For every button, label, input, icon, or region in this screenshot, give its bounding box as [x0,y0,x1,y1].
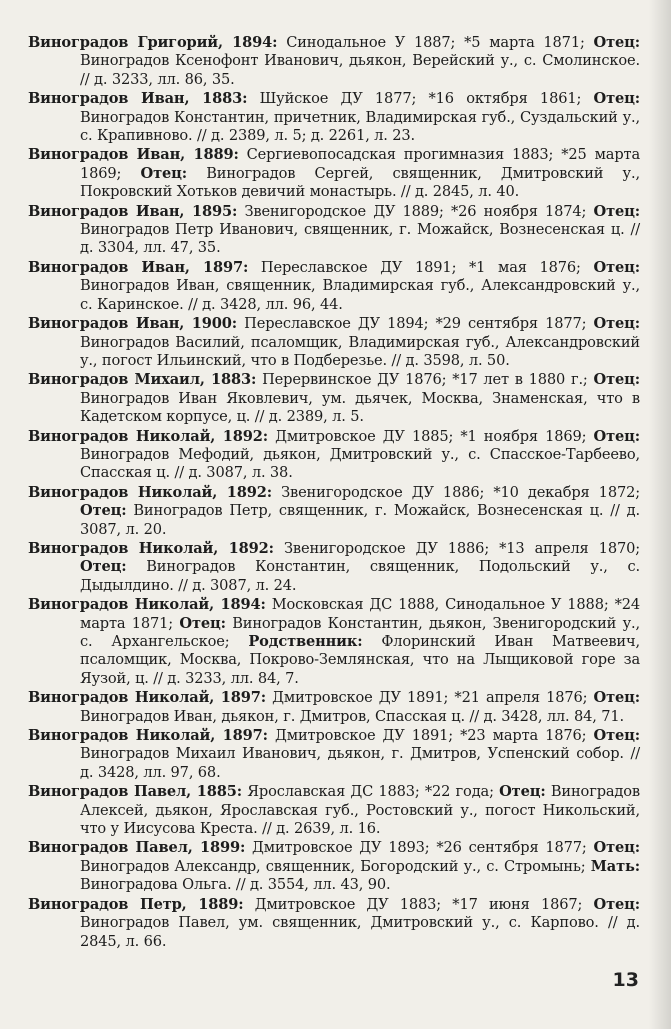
entry-school: Переславское ДУ 1891; *1 мая 1876; [260,258,581,276]
entry-father: Виноградов Иван Яковлевич, ум. дьячек, Москва, Знаменская, что в Кадетском корпусе, ц. // д. 2389, л. 5. [80,389,640,426]
entry [28,484,640,539]
entry [28,727,640,782]
entry-name: Виноградов Павел, 1885: [28,783,243,801]
entry [28,90,640,145]
entry-name: Виноградов Михаил, 1883: [28,371,257,389]
entry-school: Звенигородское ДУ 1886; *13 апреля 1870; [283,539,640,557]
entry-name: Виноградов Иван, 1895: [28,202,238,220]
entry [28,203,640,258]
entry-mother: Виноградова Ольга. // д. 3554, лл. 43, 90. [80,876,391,894]
entry-father: Виноградов Иван, дьякон, г. Дмитров, Спасская ц. // д. 3428, лл. 84, 71. [80,707,625,725]
father-label: Отец: [593,315,640,333]
entry-school: Дмитровское ДУ 1891; *21 апреля 1876; [272,689,588,707]
entry-father: Виноградов Ксенофонт Иванович, дьякон, Верейский у., с. Смолинское. // д. 3233, лл. 86, 35. [80,52,640,88]
entry-father: Виноградов Сергей, священник, Дмитровский у., Покровский Хотьков девичий монастырь. // д. 2845, л. 40. [80,164,640,201]
father-label: Отец: [593,839,640,857]
entry-school: Перервинское ДУ 1876; *17 лет в 1880 г.; [262,371,588,389]
entry [28,146,640,201]
father-label: Отец: [593,90,640,108]
index-page [28,34,640,952]
entry-school: Дмитровское ДУ 1883; *17 июня 1867; [254,895,583,913]
entry-name: Виноградов Николай, 1897: [28,689,267,707]
father-label: Отец: [593,34,641,51]
entry-school: Звенигородское ДУ 1889; *26 ноября 1874; [244,202,587,220]
entry-relative: Флоринский Иван Матвеевич, псаломщик, Москва, Покрово-Землянская, что на Лыщиковой горе за Яузой, ц. // д. 3233, лл. 84, 7. [80,633,640,687]
father-label: Отец: [593,427,640,445]
entry [28,783,640,838]
entry [28,839,640,894]
father-label: Отец: [593,202,640,220]
entry-father: Виноградов Василий, псаломщик, Владимирская губ., Александровский у., погост Ильинский, что в Подберезье. // д. 3598, л. 50. [80,333,640,369]
entry-school: Дмитровское ДУ 1893; *26 сентября 1877; [252,839,587,857]
father-label: Отец: [499,783,546,801]
entry-school: Шуйское ДУ 1877; *16 октября 1861; [259,90,582,108]
entry-father: Виноградов Иван, священник, Владимирская губ., Александровский у., с. Каринское. // д. 3428, лл. 96, 44. [80,277,640,313]
entry [28,428,640,483]
father-label: Отец: [593,689,640,707]
relative-label: Родственник: [248,633,363,650]
father-label: Отец: [80,558,127,576]
entry-father: Виноградов Петр Иванович, священник, г. Можайск, Вознесенская ц. // д. 3304, лл. 47, 35. [80,221,640,257]
page-number: 13 [612,969,639,991]
entry-school: Ярославская ДС 1883; *22 года; [247,783,494,801]
entry-name: Виноградов Николай, 1892: [28,483,272,501]
entry-name: Виноградов Петр, 1889: [28,895,244,913]
father-label: Отец: [593,258,640,276]
entry-name: Виноградов Иван, 1883: [28,90,248,108]
entry-name: Виноградов Иван, 1897: [28,258,249,276]
entry-father: Виноградов Павел, ум. священник, Дмитровский у., с. Карпово. // д. 2845, л. 66. [80,914,640,950]
entry-name: Виноградов Николай, 1892: [28,539,274,557]
entry [28,689,640,726]
father-label: Отец: [80,502,127,520]
father-label: Отец: [179,614,226,632]
entry-father: Виноградов Петр, священник, г. Можайск, Вознесенская ц. // д. 3087, л. 20. [80,502,640,538]
entry-name: Виноградов Павел, 1899: [28,839,246,857]
entry-father: Виноградов Михаил Иванович, дьякон, г. Дмитров, Успенский собор. // д. 3428, лл. 97, 68. [80,745,640,781]
entry-father: Виноградов Алексей, дьякон, Ярославская губ., Ростовский у., погост Никольский, что у Иисусова Креста. // д. 2639, л. 16. [80,783,640,838]
entry [28,315,640,370]
entry-name: Виноградов Иван, 1900: [28,315,238,333]
mother-label: Мать: [590,857,640,875]
entry-father: Виноградов Константин, священник, Подольский у., с. Дыдылдино. // д. 3087, л. 24. [80,558,640,594]
entry-name: Виноградов Иван, 1889: [28,146,239,164]
entry-school: Сергиевопосадская прогимназия 1883; *25 марта 1869; [80,146,640,182]
entry-name: Виноградов Николай, 1894: [28,596,266,614]
entry-father: Виноградов Константин, дьякон, Звенигородский у., с. Архангельское; [80,614,640,650]
father-label: Отец: [593,895,640,913]
entry [28,371,640,426]
entry-father: Виноградов Александр, священник, Богородский у., с. Стромынь; [80,857,586,875]
entry-school: Дмитровское ДУ 1885; *1 ноября 1869; [275,427,587,445]
entry [28,540,640,595]
entry-name: Виноградов Григорий, 1894: [28,34,278,51]
entry [28,259,640,314]
entry-school: Звенигородское ДУ 1886; *10 декабря 1872; [281,483,640,501]
page-edge-shadow [649,0,671,1029]
father-label: Отец: [593,371,640,389]
entry [28,596,640,688]
entry-name: Виноградов Николай, 1897: [28,727,268,745]
entry-school: Переславское ДУ 1894; *29 сентября 1877; [244,315,587,333]
entry-name: Виноградов Николай, 1892: [28,427,269,445]
entry [28,34,640,89]
entry-father: Виноградов Мефодий, дьякон, Дмитровский у., с. Спасское-Тарбеево, Спасская ц. // д. 3087, л. 38. [80,445,640,482]
father-label: Отец: [593,727,641,745]
entry-father: Виноградов Константин, причетник, Владимирская губ., Суздальский у., с. Крапивново. // д. 2389, л. 5; д. 2261, л. 23. [80,108,640,145]
entry-school: Дмитровское ДУ 1891; *23 марта 1876; [275,727,587,745]
father-label: Отец: [140,164,187,182]
entry-school: Московская ДС 1888, Синодальное У 1888; *24 марта 1871; [80,596,640,632]
entry [28,896,640,951]
entry-school: Синодальное У 1887; *5 марта 1871; [286,34,585,51]
